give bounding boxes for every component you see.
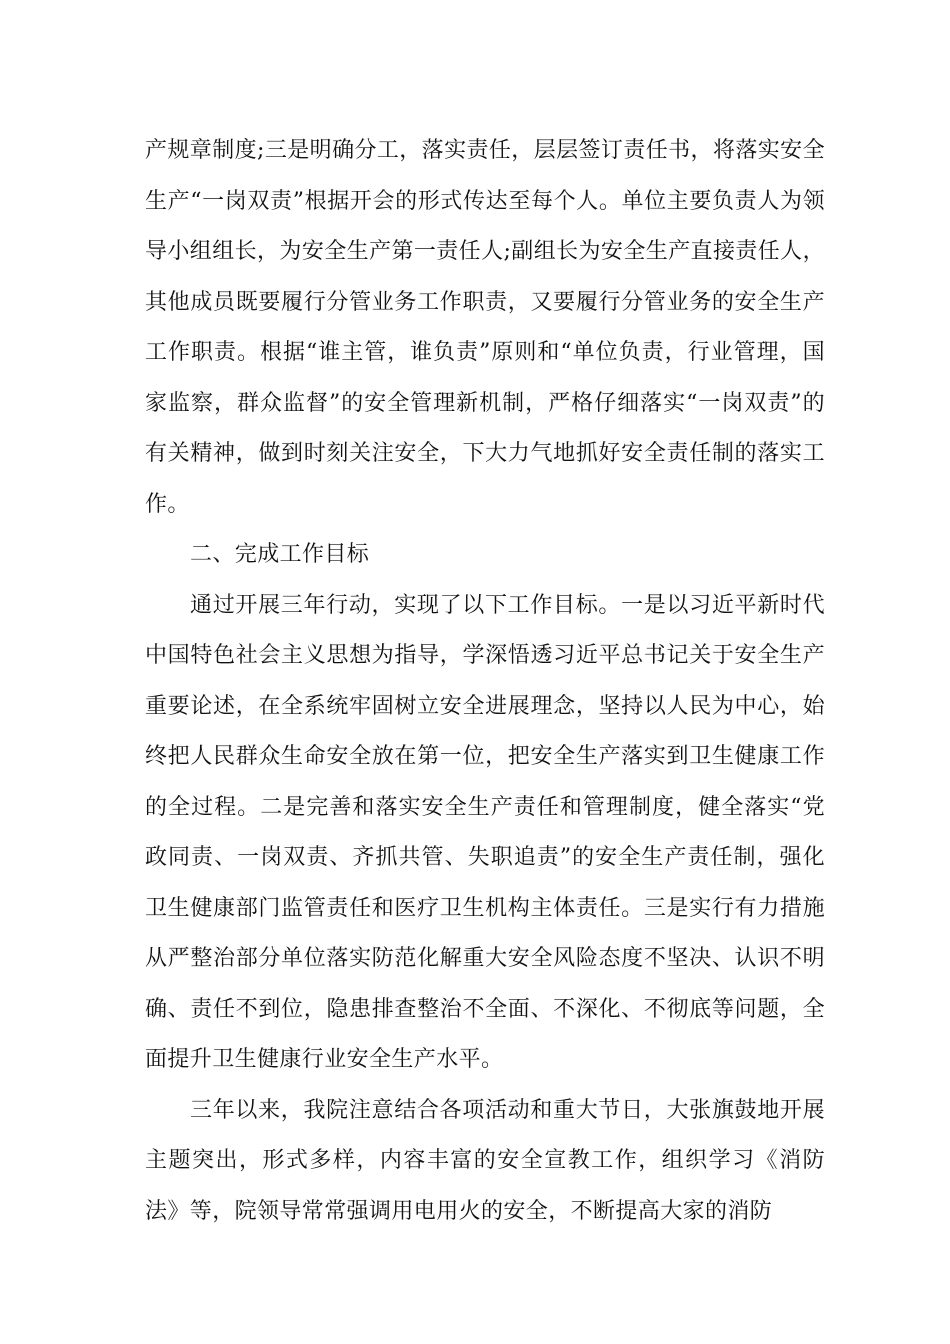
paragraph-safety-education: 三年以来，我院注意结合各项活动和重大节日，大张旗鼓地开展主题突出，形式多样，内容丰富的安全宣教工作，组织学习《消防法》等，院领导常常强调用电用火的安全，不断提高大家的消防 bbox=[145, 1097, 825, 1224]
paragraph-work-goals: 通过开展三年行动，实现了以下工作目标。一是以习近平新时代中国特色社会主义思想为指导，学深悟透习近平总书记关于安全生产重要论述，在全系统牢固树立安全进展理念，坚持以人民为中心，始终把人民群众生命安全放在第一位，把安全生产落实到卫生健康工作的全过程。二是完善和落实安全生产责任和管理制度，健全落实“党政同责、一岗双责、齐抓共管、失职追责”的安全生产责任制，强化卫生健康部门监管责任和医疗卫生机构主体责任。三是实行有力措施从严整治部分单位落实防范化解重大安全风险态度不坚决、认识不明确、责任不到位，隐患排查整治不全面、不深化、不彻底等问题，全面提升卫生健康行业安全生产水平。 bbox=[145, 592, 825, 1072]
section-heading: 二、完成工作目标 bbox=[190, 542, 370, 567]
document-body bbox=[145, 126, 825, 1237]
paragraph-continued: 产规章制度;三是明确分工，落实责任，层层签订责任书，将落实安全生产“一岗双责”根据开会的形式传达至每个人。单位主要负责人为领导小组组长，为安全生产第一责任人;副组长为安全生产直接责任人，其他成员既要履行分管业务工作职责，又要履行分管业务的安全生产工作职责。根据“谁主管，谁负责”原则和“单位负责，行业管理，国家监察，群众监督”的安全管理新机制，严格仔细落实“一岗双责”的有关精神，做到时刻关注安全，下大力气地抓好安全责任制的落实工作。 bbox=[145, 138, 825, 517]
